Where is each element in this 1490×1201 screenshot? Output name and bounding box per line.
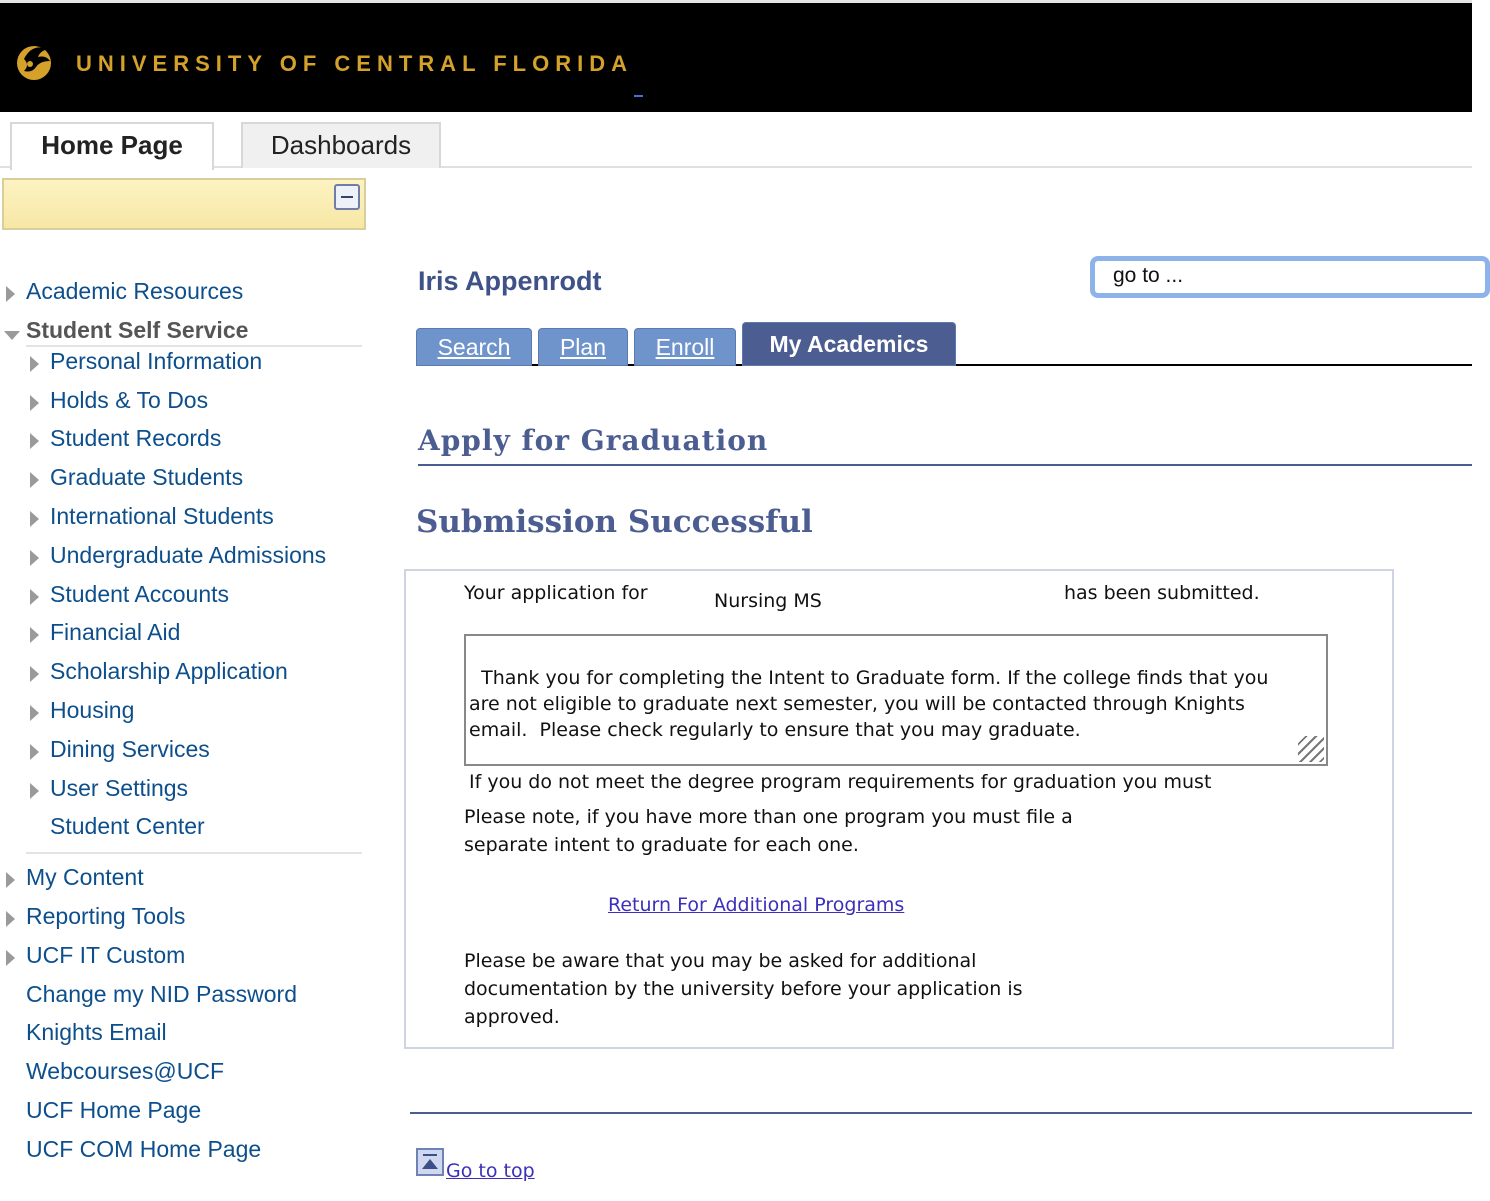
application-suffix: has been submitted. [1064,582,1260,604]
aware-line-3: approved. [464,1006,560,1028]
tab-enroll[interactable]: Enroll [634,328,736,366]
expand-arrow-icon [30,627,39,643]
expand-arrow-icon [30,472,39,488]
expand-arrow-icon [6,872,15,888]
application-prefix: Your application for [464,582,648,604]
expand-arrow-icon [6,911,15,927]
expand-arrow-icon [6,286,15,302]
tab-my-academics[interactable]: My Academics [742,322,956,366]
note-line-2: separate intent to graduate for each one. [464,834,859,856]
collapse-minus-icon[interactable] [334,184,360,210]
program-name: Nursing MS [714,590,822,612]
heading-divider [418,464,1472,466]
nav-separator [26,852,362,854]
pegasus-logo-icon[interactable] [10,37,58,85]
university-logo-text[interactable]: UNIVERSITY OF CENTRAL FLORIDA [76,51,633,76]
go-to-top-link[interactable]: Go to top [446,1160,535,1182]
collapse-arrow-icon [4,331,20,340]
expand-arrow-icon [30,666,39,682]
expand-arrow-icon [30,433,39,449]
tab-home-page[interactable]: Home Page [10,122,214,170]
aware-line-1: Please be aware that you may be asked for additional [464,950,977,972]
resize-grip-icon[interactable] [1298,736,1324,762]
student-name: Iris Appenrodt [418,266,602,296]
graduation-message-text: Thank you for completing the Intent to Graduate form. If the college finds that you are not eligible to graduate next semester, you will be contacted through Knights email. Please check regularly to ensure that you may graduate. If you do not meet the degree program requirements for graduation you must [469,667,1269,793]
top-tab-bar [0,112,1472,168]
page-title: Apply for Graduation [418,424,769,457]
success-title: Submission Successful [416,504,813,540]
menu-header [2,178,366,230]
go-to-top-icon[interactable] [416,1148,444,1176]
header-banner [0,0,1472,112]
expand-arrow-icon [30,744,39,760]
tab-search[interactable]: Search [416,328,532,366]
goto-input[interactable]: go to ... [1090,256,1490,298]
expand-arrow-icon [6,950,15,966]
expand-arrow-icon [30,550,39,566]
expand-arrow-icon [30,356,39,372]
expand-arrow-icon [30,511,39,527]
graduation-message-textarea[interactable] [464,634,1328,793]
academics-tab-bar [416,322,1472,366]
return-additional-programs-link[interactable]: Return For Additional Programs [608,894,905,916]
footer-divider [410,1112,1472,1114]
expand-arrow-icon [30,395,39,411]
tab-dashboards[interactable]: Dashboards [241,122,441,168]
expand-arrow-icon [30,783,39,799]
expand-arrow-icon [30,705,39,721]
expand-arrow-icon [30,589,39,605]
tab-plan[interactable]: Plan [538,328,628,366]
nav-separator [26,345,362,347]
note-line-1: Please note, if you have more than one program you must file a [464,806,1073,828]
aware-line-2: documentation by the university before your application is [464,978,1023,1000]
banner-link-dash[interactable] [634,95,643,97]
